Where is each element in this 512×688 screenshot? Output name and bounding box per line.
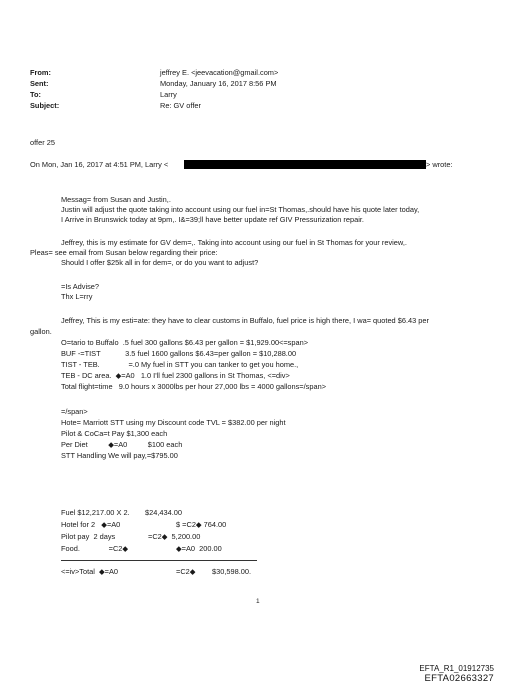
span-close: =/span> [61,407,88,416]
total-divider [61,560,257,561]
flight-total: Total flight=time 9.0 hours x 3000lbs per hour 27,000 lbs = 4000 gallons=/span> [61,382,327,391]
summary-hotel-mid: $ =C2◆ 764.00 [176,520,227,529]
summary-hotel-label: Hotel for 2 ◆=A0 [61,520,121,529]
estimate-line-2: Pleas= see email from Susan below regarding their price: [30,248,218,257]
page-number: 1 [256,598,260,605]
subject-value: Re: GV offer [160,101,201,110]
summary-fuel-mid: $24,434.00 [145,508,182,517]
flight-leg-2: BUF -=TIST 3.5 fuel 1600 gallons $6.43=per gallon = $10,288.00 [61,349,297,358]
pilot-pay-line: Pilot & CoCa=t Pay $1,300 each [61,429,168,438]
estimate-intro-wrap: gallon. [30,327,52,336]
advise-line: =Is Advise? [61,282,100,291]
from-label: From: [30,68,51,77]
quote-intro-start: On Mon, Jan 16, 2017 at 4:51 PM, Larry < [30,160,169,169]
total-label: <=iv>Total ◆=A0 [61,567,119,576]
bates-ref-2: EFTA02663327 [424,673,494,684]
handling-line: STT Handling We will pay,=$795.00 [61,451,178,460]
estimate-intro: Jeffrey, This is my esti=ate: they have to clear customs in Buffalo, fuel price is high there, I wa= quoted $6.43 per [61,316,429,325]
to-value: Larry [160,90,177,99]
flight-leg-4: TEB - DC area. ◆=A0 1.0 I'll fuel 2300 gallons in St Thomas, <=div> [61,371,290,380]
message-line-3: I Arrive in Brunswick today at 9pm,. I&=39;ll have better update ref GIV Pressurization repair. [61,215,364,224]
per-diem-line: Per Diet ◆=A0 $100 each [61,440,183,449]
estimate-line-3: Should I offer $25k all in for dem=, or do you want to adjust? [61,258,259,267]
subject-label: Subject: [30,101,60,110]
flight-leg-3: TIST - TEB. =.0 My fuel in STT you can tanker to get you home., [61,360,299,369]
redaction-bar [184,160,426,169]
quote-intro-end: > wrote: [426,160,453,169]
flight-leg-1: O=tario to Buffalo .5 fuel 300 gallons $6.43 per gallon = $1,929.00<=span> [61,338,309,347]
signoff-line: Thx L=rry [61,292,93,301]
total-mid: =C2◆ [176,567,196,576]
summary-food-mid: ◆=A0 200.00 [176,544,222,553]
message-line-2: Justin will adjust the quote taking into account using our fuel in=St Thomas,.should have his quote later today, [61,205,420,214]
from-value: jeffrey E. <jeevacation@gmail.com> [160,68,279,77]
sent-value: Monday, January 16, 2017 8:56 PM [160,79,277,88]
estimate-line-1: Jeffrey, this is my estimate for GV dem=,. Taking into account using our fuel in St Thomas for your review,. [61,238,407,247]
summary-pilot-label: Pilot pay 2 days [61,532,116,541]
summary-food-label: Food. =C2◆ [61,544,129,553]
message-line-1: Messag= from Susan and Justin,. [61,195,171,204]
total-value: $30,598.00. [212,567,252,576]
summary-fuel-label: Fuel $12,217.00 X 2. [61,508,130,517]
hotel-line: Hote= Marriott STT using my Discount code TVL = $382.00 per night [61,418,286,427]
offer-line: offer 25 [30,138,55,147]
bates-ref-1: EFTA_R1_01912735 [419,664,494,673]
to-label: To: [30,90,41,99]
summary-pilot-mid: =C2◆ 5,200.00 [148,532,201,541]
sent-label: Sent: [30,79,49,88]
